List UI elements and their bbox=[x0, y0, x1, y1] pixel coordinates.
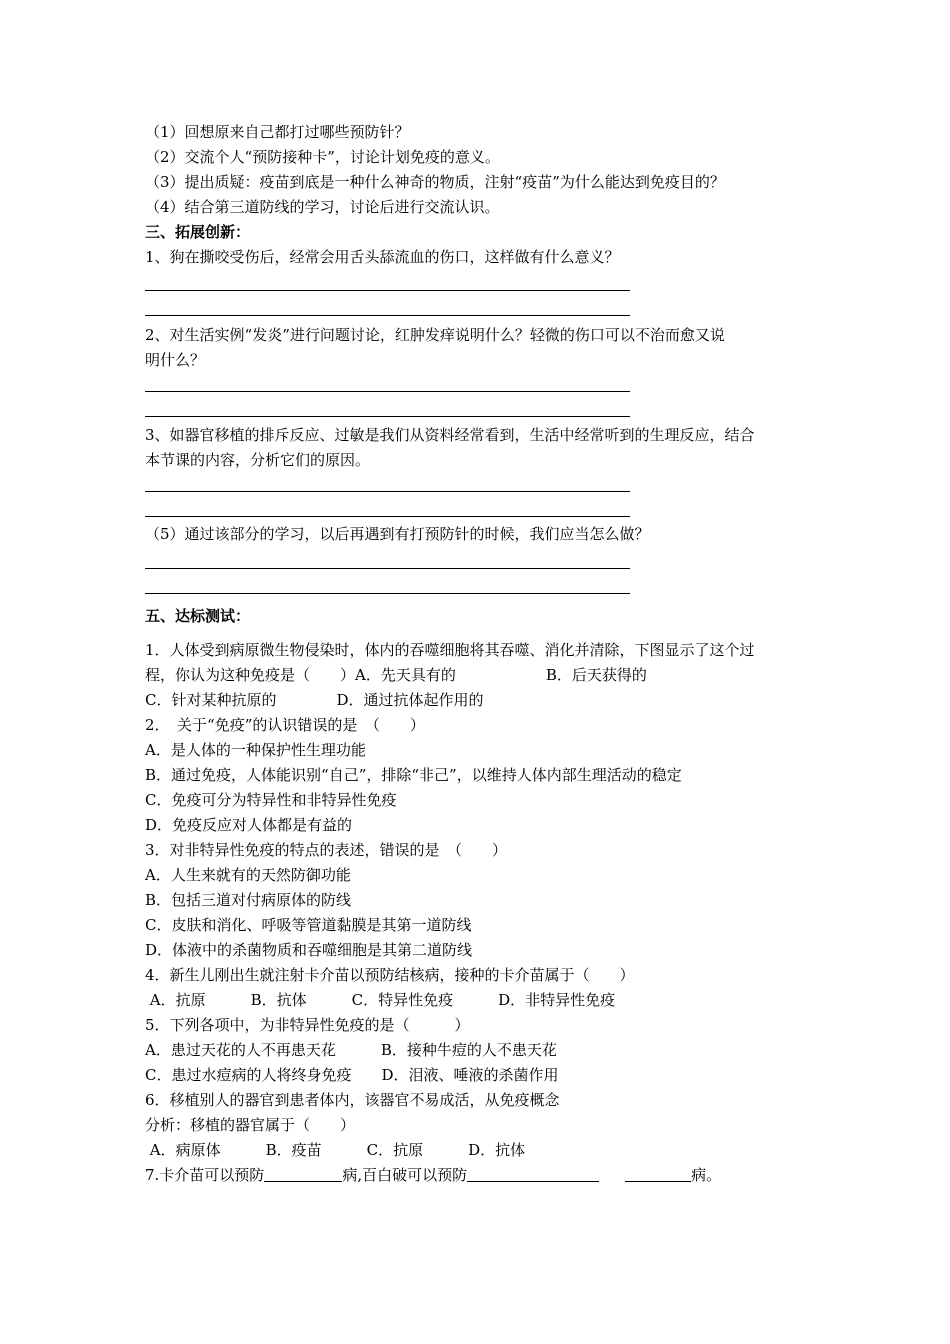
test-line: C．皮肤和消化、呼吸等管道黏膜是其第一道防线 bbox=[145, 916, 472, 934]
test-line: 分析：移植的器官属于（ ） bbox=[145, 1116, 356, 1134]
test-line: 6．移植别人的器官到患者体内，该器官不易成活，从免疫概念 bbox=[145, 1091, 560, 1109]
test-line: A．人生来就有的天然防御功能 bbox=[145, 866, 351, 884]
test-line: 4．新生儿刚出生就注射卡介苗以预防结核病，接种的卡介苗属于（ ） bbox=[145, 966, 635, 984]
test-line: D．体液中的杀菌物质和吞噬细胞是其第二道防线 bbox=[145, 941, 473, 959]
section-heading-extension: 三、拓展创新： bbox=[145, 223, 251, 241]
question-2-line-1: 2、对生活实例“发炎”进行问题讨论，红肿发痒说明什么？轻微的伤口可以不治而愈又说 bbox=[145, 326, 725, 344]
test-line: C．免疫可分为特异性和非特异性免疫 bbox=[145, 791, 397, 809]
question-3-line-2: 本节课的内容，分析它们的原因。 bbox=[145, 451, 371, 469]
activity-item-4: （4）结合第三道防线的学习，讨论后进行交流认识。 bbox=[145, 198, 500, 216]
activity-item-1: （1）回想原来自己都打过哪些预防针？ bbox=[145, 123, 410, 141]
fill-blank[interactable] bbox=[467, 1167, 599, 1182]
test-line: A．抗原 B．抗体 C．特异性免疫 D．非特异性免疫 bbox=[145, 991, 616, 1009]
test-line: B．包括三道对付病原体的防线 bbox=[145, 891, 352, 909]
answer-line[interactable] bbox=[145, 290, 630, 291]
activity-item-2: （2）交流个人“预防接种卡”，讨论计划免疫的意义。 bbox=[145, 148, 500, 166]
fill-blank[interactable] bbox=[625, 1167, 691, 1182]
q7-text-2: 病,百白破可以预防 bbox=[342, 1166, 468, 1184]
question-5: （5）通过该部分的学习，以后再遇到有打预防针的时候，我们应当怎么做？ bbox=[145, 525, 650, 543]
test-line: D．免疫反应对人体都是有益的 bbox=[145, 816, 353, 834]
answer-line[interactable] bbox=[145, 593, 630, 594]
test-line: 5．下列各项中，为非特异性免疫的是（ ） bbox=[145, 1016, 470, 1034]
activity-item-3: （3）提出质疑：疫苗到底是一种什么神奇的物质，注射“疫苗”为什么能达到免疫目的？ bbox=[145, 173, 725, 191]
question-1: 1、狗在撕咬受伤后，经常会用舌头舔流血的伤口，这样做有什么意义？ bbox=[145, 248, 620, 266]
answer-line[interactable] bbox=[145, 516, 630, 517]
answer-line[interactable] bbox=[145, 416, 630, 417]
test-line: B．通过免疫，人体能识别“自己”，排除“非己”，以维持人体内部生理活动的稳定 bbox=[145, 766, 682, 784]
test-line: A．病原体 B．疫苗 C．抗原 D．抗体 bbox=[145, 1141, 526, 1159]
q7-text-3: 病。 bbox=[691, 1166, 722, 1184]
test-line: 3．对非特异性免疫的特点的表述，错误的是 （ ） bbox=[145, 841, 508, 859]
answer-line[interactable] bbox=[145, 568, 630, 569]
answer-line[interactable] bbox=[145, 315, 630, 316]
question-7 bbox=[145, 1165, 721, 1185]
test-line: A．是人体的一种保护性生理功能 bbox=[145, 741, 366, 759]
test-line: A．患过天花的人不再患天花 B．接种牛痘的人不患天花 bbox=[145, 1041, 557, 1059]
test-line: 2． 关于“免疫”的认识错误的是 （ ） bbox=[145, 716, 425, 734]
answer-line[interactable] bbox=[145, 491, 630, 492]
question-2-line-2: 明什么？ bbox=[145, 351, 206, 369]
q7-text-1: 7.卡介苗可以预防 bbox=[145, 1166, 265, 1184]
test-line: 1．人体受到病原微生物侵染时，体内的吞噬细胞将其吞噬、消化并清除，下图显示了这个过 bbox=[145, 641, 755, 659]
test-line: C．针对某种抗原的 D．通过抗体起作用的 bbox=[145, 691, 484, 709]
test-line: C．患过水痘病的人将终身免疫 D．泪液、唾液的杀菌作用 bbox=[145, 1066, 559, 1084]
question-3-line-1: 3、如器官移植的排斥反应、过敏是我们从资料经常看到，生活中经常听到的生理反应，结合 bbox=[145, 426, 755, 444]
fill-blank[interactable] bbox=[264, 1167, 342, 1182]
section-heading-test: 五、达标测试： bbox=[145, 607, 251, 625]
answer-line[interactable] bbox=[145, 391, 630, 392]
test-line: 程，你认为这种免疫是（ ）A．先天具有的 B．后天获得的 bbox=[145, 666, 647, 684]
